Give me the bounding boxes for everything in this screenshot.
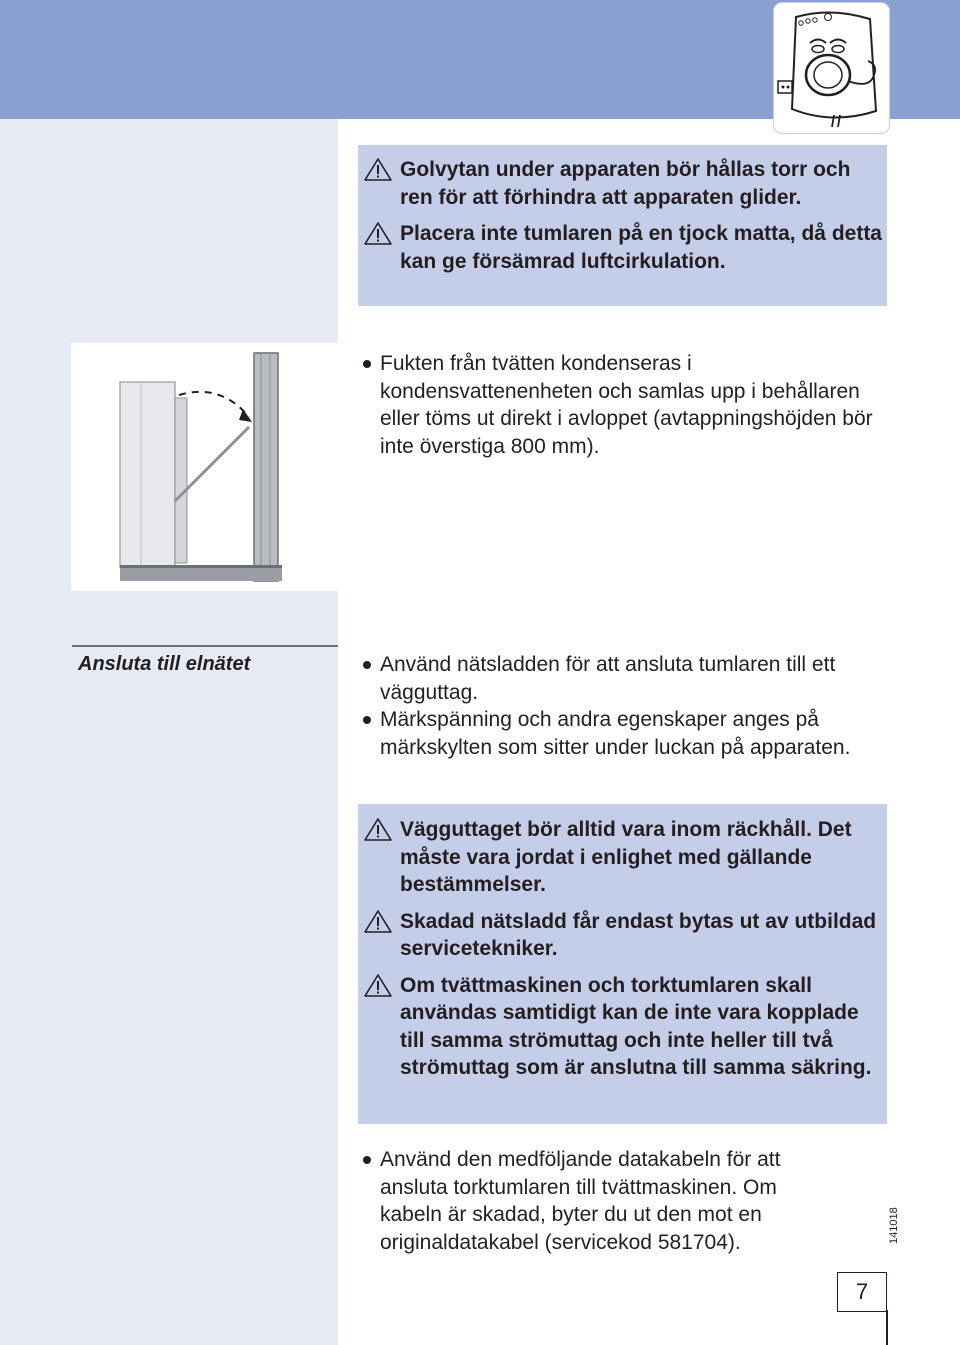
bullet-dot-icon <box>363 661 371 669</box>
warning-triangle-icon <box>363 157 393 181</box>
warning-triangle-icon <box>363 909 393 933</box>
warning-text: Skadad nätsladd får endast bytas ut av utbildad servicetekniker. <box>400 909 877 960</box>
warning-item <box>358 972 887 1082</box>
bullet-dot-icon <box>363 716 371 724</box>
bullet-text: Märkspänning och andra egenskaper anges på märkskylten som sitter under luckan på apparaten. <box>380 708 851 759</box>
bullet-list <box>361 350 901 460</box>
left-margin-column <box>0 119 338 1345</box>
bullet-dot-icon <box>363 1156 371 1164</box>
section-divider <box>72 645 338 647</box>
warning-text: Golvytan under apparaten bör hållas torr och ren för att förhindra att apparaten glider. <box>400 158 851 209</box>
list-item <box>361 350 901 460</box>
warning-item <box>358 908 887 963</box>
bullet-text: Fukten från tvätten kondenseras i kondensvattenenheten och samlas upp i behållaren eller töms ut direkt i avloppet (avtappningshöjden bör inte överstiga 800 mm). <box>380 352 873 458</box>
list-item <box>361 651 901 706</box>
section-title: Ansluta till elnätet <box>78 653 251 675</box>
warning-box <box>358 145 887 306</box>
bullet-text: Använd den medföljande datakabeln för att ansluta torktumlaren till tvättmaskinen. Om kabeln är skadad, byter du ut den mot en originaldatakabel (servicekod 581704). <box>380 1148 781 1254</box>
warning-box <box>358 804 887 1124</box>
list-item <box>361 706 901 761</box>
warning-triangle-icon <box>363 817 393 841</box>
bullet-list <box>361 651 901 761</box>
warning-triangle-icon <box>363 973 393 997</box>
warning-text: Placera inte tumlaren på en tjock matta, då detta kan ge försämrad luftcirkulation. <box>400 222 882 273</box>
bullet-text: Använd nätsladden för att ansluta tumlaren till ett vägguttag. <box>380 653 836 704</box>
warning-text: Om tvättmaskinen och torktumlaren skall användas samtidigt kan de inte vara kopplade till samma strömuttag och inte heller till två strömuttag som är anslutna till samma säkring. <box>400 973 872 1079</box>
warning-text: Vägguttaget bör alltid vara inom räckhåll. Det måste vara jordat i enlighet med gällande bestämmelser. <box>400 818 852 896</box>
warning-item <box>358 816 887 899</box>
dryer-placement-illustration <box>71 343 339 591</box>
warning-item <box>358 220 887 275</box>
warning-triangle-icon <box>363 221 393 245</box>
page-marker-line <box>886 1310 888 1345</box>
bullet-dot-icon <box>363 360 371 368</box>
page-number: 7 <box>837 1272 887 1312</box>
document-code: 141018 <box>888 1207 900 1244</box>
warning-item <box>358 156 887 211</box>
dryer-mascot-icon <box>773 2 890 134</box>
list-item <box>361 1146 831 1256</box>
bullet-list <box>361 1146 831 1256</box>
